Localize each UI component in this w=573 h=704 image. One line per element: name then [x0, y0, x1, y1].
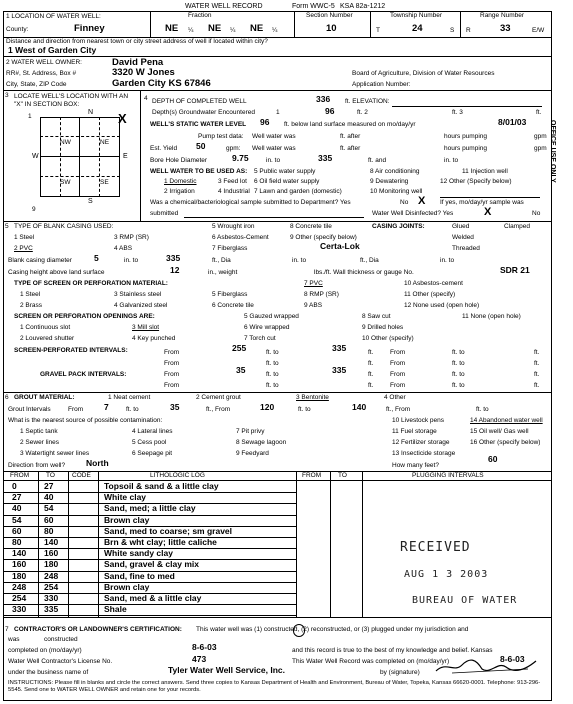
joint-threaded: Threaded [452, 245, 480, 252]
screen-ft-3: ft. [368, 360, 374, 367]
opening-6: 6 Wire wrapped [244, 324, 290, 331]
log-from: 80 [12, 537, 22, 547]
log-description: Sand, med to coarse; sm gravel [104, 525, 233, 536]
location-label: 1 LOCATION OF WATER WELL: [6, 13, 101, 20]
col-header-to: TO [46, 472, 55, 479]
compass-n: N [88, 109, 94, 116]
use-3: 3 Feed lot [218, 178, 247, 185]
screen-to-value: 335 [332, 343, 347, 353]
screen-from-label: From [164, 349, 180, 356]
pump-test-label: Pump test data: [198, 133, 244, 140]
business-value: Tyler Water Well Service, Inc. [168, 665, 286, 675]
gravel-ft-4: ft. [534, 382, 540, 389]
fraction-unit-1: ¼ [188, 27, 194, 34]
screen-12: 12 None used (open hole) [404, 302, 480, 309]
use-9: 9 Dewatering [370, 178, 409, 185]
other-casing: Certa-Lok [320, 241, 360, 251]
log-description: Brown clay [104, 514, 150, 525]
submitted-label: submitted [150, 210, 179, 217]
casing-4: 4 ABS [114, 245, 133, 252]
log-description: Brn & wht clay; little caliche [104, 537, 217, 547]
chem-no-label: No [400, 199, 409, 206]
casing-label: TYPE OF BLANK CASING USED: [14, 223, 114, 230]
screen-from-label-4: From [390, 360, 406, 367]
casing-1: 1 Steel [14, 234, 35, 241]
log-description: Sand, gravel & clay mix [104, 559, 199, 570]
gpm-1: gpm [534, 133, 547, 140]
log-to: 330 [44, 593, 59, 603]
quarter-nw: NW [60, 139, 71, 146]
owner-value: David Pena [112, 57, 164, 68]
was-label: was [8, 636, 20, 643]
blank-in-to-3: in. to [440, 257, 455, 264]
bore-value: 9.75 [232, 153, 249, 163]
screen-5: 5 Fiberglass [212, 291, 248, 298]
log-description: Topsoil & sand & a little clay [104, 481, 219, 491]
contam-9: 9 Feedyard [236, 450, 269, 457]
joint-glued: Glued [452, 223, 470, 230]
grout-ft-to-3: ft. to [476, 406, 489, 413]
contam-16: 16 Other (specify below) [470, 439, 541, 446]
height-value: 12 [170, 265, 180, 275]
screen-ft-to-3: ft. to [266, 360, 279, 367]
log-description: Sand, fine to med [104, 570, 175, 581]
joint-welded: Welded [452, 234, 474, 241]
gravel-from-label-2: From [390, 371, 406, 378]
county-value: Finney [74, 23, 105, 34]
log-description: Shale [104, 604, 127, 615]
opening-2: 2 Louvered shutter [20, 335, 75, 342]
use-12: 12 Other (Specify below) [440, 178, 512, 185]
log-from: 54 [12, 514, 22, 525]
yield-gpm: gpm: [226, 145, 241, 152]
fraction-unit-3: ¼ [272, 27, 278, 34]
record-completed-value: 8-6-03 [500, 654, 525, 664]
contam-8: 8 Sewage lagoon [236, 439, 287, 446]
screen-ft: ft. [368, 349, 374, 356]
col-header-plugging: PLUGGING INTERVALS [412, 472, 484, 479]
log-to: 335 [44, 604, 59, 615]
blank-dia-value: 5 [94, 253, 99, 263]
gravel-ft-3: ft. [368, 382, 374, 389]
height-weight: in., weight [208, 269, 238, 276]
chem-label: Was a chemical/bacteriological sample submitted to Department? Yes [150, 199, 351, 206]
casing-7: 7 Fiberglass [212, 245, 248, 252]
log-description: Brown clay [104, 581, 150, 592]
log-row-divider [3, 615, 296, 616]
col-header-from: FROM [10, 472, 30, 479]
screen-intervals-label: SCREEN-PERFORATED INTERVALS: [14, 347, 128, 354]
stamp-date: AUG 1 3 2003 [404, 569, 489, 580]
business-label: under the business name of [8, 669, 89, 676]
grout-label: GROUT MATERIAL: [14, 394, 75, 401]
screen-label: TYPE OF SCREEN OR PERFORATION MATERIAL: [14, 280, 168, 287]
record-true-text: and this record is true to the best of my knowledge and belief. Kansas [292, 647, 493, 654]
gravel-ft-to: ft. to [266, 371, 279, 378]
static-date: 8/01/03 [498, 117, 527, 127]
groundwater-ft-end: ft. [536, 109, 542, 116]
form-title: WATER WELL RECORD [185, 3, 263, 10]
stamp-bureau: BUREAU OF WATER [412, 595, 518, 606]
blank-in-to-2: in. to [292, 257, 307, 264]
col-header-code: CODE [72, 472, 91, 479]
direction-label: Direction from well? [8, 462, 66, 469]
log-from: 160 [12, 559, 27, 570]
chem-mark: X [418, 195, 426, 207]
well-water-was-1: Well water was [252, 133, 296, 140]
fraction-unit-2: ¼ [230, 27, 236, 34]
log-from: 140 [12, 548, 27, 559]
completed-value: 8-6-03 [192, 642, 217, 652]
log-to: 27 [44, 481, 54, 491]
completed-label: completed on (mo/day/yr) [8, 647, 82, 654]
bore-in-to-2: in. to [444, 157, 459, 164]
bore-label: Bore Hole Diameter [150, 157, 208, 164]
screen-ft-2: ft. [534, 349, 540, 356]
use-8: 8 Air conditioning [370, 168, 420, 175]
address-label: RR#, St. Address, Box # [6, 70, 77, 77]
blank-to-value: 335 [166, 253, 181, 263]
section-value: 10 [326, 23, 337, 34]
screen-ft-to-2: ft. to [452, 349, 465, 356]
use-6: 6 Oil field water supply [254, 178, 320, 185]
quarter-se: SE [100, 179, 109, 186]
contam-7: 7 Pit privy [236, 428, 265, 435]
constructed-label: constructed [44, 636, 78, 643]
t-prefix: T [376, 27, 380, 34]
col-header-plug-to: TO [338, 472, 347, 479]
form-id: Form WWC-5 [292, 3, 335, 10]
yield-value: 50 [196, 141, 206, 151]
screen-3: 3 Stainless steel [114, 291, 162, 298]
opening-1: 1 Continuous slot [20, 324, 71, 331]
county-label: County: [6, 26, 29, 33]
log-from: 60 [12, 525, 22, 536]
log-from: 180 [12, 570, 27, 581]
log-to: 180 [44, 559, 59, 570]
distance-value: 1 West of Garden City [8, 45, 97, 55]
contam-1: 1 Septic tank [20, 428, 58, 435]
ew-label: E/W [532, 27, 545, 34]
groundwater-value: 96 [325, 106, 335, 116]
gravel-ft: ft. [368, 371, 374, 378]
distance-label: Distance and direction from nearest town or city street address of well if located within city? [6, 38, 268, 45]
blank-ft-dia-1: ft., Dia [212, 257, 231, 264]
contam-11: 11 Fuel storage [392, 428, 437, 435]
application-label: Application Number: [352, 81, 411, 88]
section3-number: 3 [5, 92, 9, 99]
section7-number: 7 [5, 626, 9, 633]
static-text: ft. below land surface measured on mo/day/yr [284, 121, 416, 128]
grout-ft-to-1: ft. to [126, 406, 139, 413]
contam-4: 4 Lateral lines [132, 428, 173, 435]
owner-label: 2 WATER WELL OWNER: [6, 59, 82, 66]
openings-label: SCREEN OR PERFORATION OPENINGS ARE: [14, 313, 155, 320]
use-7: 7 Lawn and garden (domestic) [254, 188, 342, 195]
s-suffix: S [450, 27, 455, 34]
groundwater-ft2: ft. 2 [357, 109, 368, 116]
use-10: 10 Monitoring well [370, 188, 423, 195]
depth-value: 336 [316, 94, 331, 104]
grout-intervals-label: Grout Intervals [8, 406, 51, 413]
screen-from-label-3: From [164, 360, 180, 367]
contam-15: 15 Oil well/ Gas well [470, 428, 529, 435]
log-from: 254 [12, 593, 27, 603]
log-to: 54 [44, 503, 54, 514]
township-value: 24 [412, 23, 423, 34]
instructions-text: INSTRUCTIONS: Please fill in blanks and circle the correct answers. Send three copies to Kansas Department of Health and Environment, Bureau of Water, Topeka, Kansas 66620-0001. Telephone: 913-296-5545. Send one to WATER WELL OWNER and retain one for your records. [8, 680, 541, 694]
opening-7: 7 Torch cut [244, 335, 276, 342]
grout-to-1: 35 [170, 402, 180, 412]
bore-in-to: in. to [266, 157, 281, 164]
screen-1: 1 Steel [20, 291, 41, 298]
use-2: 2 Irrigation [164, 188, 195, 195]
contam-13: 13 Insecticide storage [392, 450, 456, 457]
signature-graphic [432, 655, 542, 677]
fraction-1: NE [165, 23, 179, 34]
range-label: Range Number [480, 12, 525, 19]
screen-from-value: 255 [232, 343, 247, 353]
screen-6: 6 Concrete tile [212, 302, 254, 309]
log-from: 27 [12, 492, 22, 503]
bore-to-value: 335 [318, 153, 333, 163]
opening-4: 4 Key punched [132, 335, 176, 342]
ksa-ref: KSA 82a-1212 [340, 3, 386, 10]
screen-9: 9 ABS [304, 302, 323, 309]
log-from: 330 [12, 604, 27, 615]
screen-11: 11 Other (specify) [404, 291, 456, 298]
casing-6: 6 Asbestos-Cement [212, 234, 269, 241]
cert-circle [293, 624, 305, 637]
height-label: Casing height above land surface [8, 269, 105, 276]
grout-ft-from: ft., From [206, 406, 231, 413]
grout-from-1: 7 [104, 402, 109, 412]
bore-ft-and: ft. and [368, 157, 387, 164]
groundwater-label: Depth(s) Groundwater Encountered [152, 109, 255, 116]
cert-label: CONTRACTOR'S OR LANDOWNER'S CERTIFICATION: [14, 626, 182, 633]
log-to: 60 [44, 514, 54, 525]
ft-after-1: ft. after [340, 133, 361, 140]
contam-label: What is the nearest source of possible contamination: [8, 417, 163, 424]
disinfected-label: Water Well Disinfected? Yes [372, 210, 454, 217]
log-description: White sandy clay [104, 548, 173, 559]
log-from: 0 [12, 481, 17, 491]
grout-from-label: From [68, 406, 84, 413]
gravel-ft-2: ft. [534, 371, 540, 378]
disinfected-no: No [532, 210, 541, 217]
gravel-ft-to-4: ft. to [452, 382, 465, 389]
col-header-plug-from: FROM [302, 472, 322, 479]
address-value: 3320 W Jones [112, 67, 175, 78]
groundwater-ft3: ft. 3 [452, 109, 463, 116]
grout-4: 4 Other [384, 394, 406, 401]
how-many-label: How many feet? [392, 462, 439, 469]
city-value: Garden City KS 67846 [112, 78, 211, 89]
casing-8: 8 Concrete tile [290, 223, 332, 230]
grout-ft-from-2: ft., From [386, 406, 411, 413]
grout-1: 1 Neat cement [108, 394, 151, 401]
screen-8: 8 RMP (SR) [304, 291, 339, 298]
use-label: WELL WATER TO BE USED AS: [150, 168, 248, 175]
well-water-was-2: Well water was [252, 145, 296, 152]
contam-3: 3 Watertight sewer lines [20, 450, 90, 457]
casing-9: 9 Other (specify below) [290, 234, 357, 241]
cert-text: This water well was (1) constructed, (2) reconstructed, or (3) plugged under my jurisdiction and [196, 626, 469, 633]
fraction-2: NE [208, 23, 222, 34]
section6-number: 6 [5, 394, 9, 401]
gravel-label: GRAVEL PACK INTERVALS: [40, 371, 127, 378]
disinfected-mark: X [484, 206, 492, 218]
location-mark: X [118, 111, 127, 126]
fraction-3: NE [250, 23, 264, 34]
gravel-ft-to-3: ft. to [266, 382, 279, 389]
log-to: 80 [44, 525, 54, 536]
direction-value: North [86, 458, 109, 468]
corner-1: 1 [28, 113, 32, 120]
log-to: 40 [44, 492, 54, 503]
chem-date-label: If yes, mo/day/yr sample was [440, 199, 524, 206]
log-from: 248 [12, 581, 27, 592]
section5-number: 5 [5, 223, 9, 230]
blank-ft-dia-2: ft., Dia [360, 257, 379, 264]
opening-5: 5 Gauzed wrapped [244, 313, 299, 320]
groundwater-1: 1 [276, 109, 280, 116]
contam-6: 6 Seepage pit [132, 450, 173, 457]
screen-from-label-2: From [390, 349, 406, 356]
static-label: WELL'S STATIC WATER LEVEL [150, 121, 247, 128]
r-prefix: R [466, 27, 471, 34]
joints-label: CASING JOINTS: [372, 223, 425, 230]
how-many-value: 60 [488, 454, 498, 464]
elevation-label: ft. ELEVATION: [345, 98, 390, 105]
gravel-from-label-3: From [164, 382, 180, 389]
gravel-to-value: 335 [332, 365, 347, 375]
contam-2: 2 Sewer lines [20, 439, 60, 446]
log-to: 248 [44, 570, 59, 581]
compass-s: S [88, 198, 93, 205]
opening-10: 10 Other (specify) [362, 335, 414, 342]
license-value: 473 [192, 654, 207, 664]
hours-pumping-1: hours pumping [444, 133, 487, 140]
compass-w: W [32, 153, 39, 160]
grout-ft-to-2: ft. to [298, 406, 311, 413]
record-completed-label: This Water Well Record was completed on (mo/day/yr) [292, 658, 450, 665]
screen-ft-to: ft. to [266, 349, 279, 356]
signature-label: by (signature) [380, 669, 420, 676]
gpm-2: gpm [534, 145, 547, 152]
board-label: Board of Agriculture, Division of Water Resources [352, 70, 495, 77]
blank-in-to: in. to [124, 257, 139, 264]
license-label: Water Well Contractor's License No. [8, 658, 113, 665]
static-value: 96 [260, 117, 270, 127]
gravel-from-value: 35 [236, 365, 246, 375]
quarter-ne: NE [100, 139, 110, 146]
gravel-from-label: From [164, 371, 180, 378]
screen-ft-to-4: ft. to [452, 360, 465, 367]
contam-12: 12 Fertilizer storage [392, 439, 450, 446]
fraction-label: Fraction [188, 12, 212, 19]
use-5: 5 Public water supply [254, 168, 316, 175]
blank-dia-label: Blank casing diameter [8, 257, 72, 264]
log-description: White clay [104, 492, 147, 503]
locate-label: LOCATE WELL'S LOCATION WITH AN "X" IN SECTION BOX: [14, 93, 129, 108]
stamp-received: RECEIVED [400, 540, 471, 555]
casing-2: 2 PVC [14, 245, 33, 252]
use-1: 1 Domestic [164, 178, 197, 185]
log-description: Sand, med; a little clay [104, 503, 196, 514]
screen-10: 10 Asbestos-cement [404, 280, 463, 287]
contam-5: 5 Cess pool [132, 439, 167, 446]
grout-2: 2 Cement grout [196, 394, 241, 401]
quarter-sw: SW [60, 179, 71, 186]
log-description: Sand, med & a little clay [104, 593, 202, 603]
corner-9: 9 [32, 206, 36, 213]
log-to: 140 [44, 537, 59, 547]
wall-thickness-label: lbs./ft. Wall thickness or gauge No. [314, 269, 414, 276]
ft-after-2: ft. after [340, 145, 361, 152]
city-label: City, State, ZIP Code [6, 81, 67, 88]
depth-label: DEPTH OF COMPLETED WELL [152, 98, 247, 105]
section4-number: 4 [144, 95, 148, 102]
grout-from-2: 120 [260, 402, 275, 412]
township-label: Township Number [390, 12, 443, 19]
contam-10: 10 Livestock pens [392, 417, 445, 424]
opening-9: 9 Drilled holes [362, 324, 404, 331]
contam-14: 14 Abandoned water well [470, 417, 543, 424]
opening-11: 11 None (open hole) [462, 313, 521, 320]
log-to: 254 [44, 581, 59, 592]
section-label: Section Number [306, 12, 353, 19]
hours-pumping-2: hours pumping [444, 145, 487, 152]
compass-e: E [123, 153, 128, 160]
use-11: 11 Injection well [462, 168, 508, 175]
grout-to-2: 140 [352, 402, 367, 412]
gauge-value: SDR 21 [500, 265, 530, 275]
grout-3: 3 Bentonite [296, 394, 329, 401]
joint-clamped: Clamped [504, 223, 531, 230]
screen-ft-4: ft. [534, 360, 540, 367]
col-header-lithologic: LITHOLOGIC LOG [150, 472, 205, 479]
casing-3: 3 RMP (SR) [114, 234, 149, 241]
log-from: 40 [12, 503, 22, 514]
screen-2: 2 Brass [20, 302, 43, 309]
opening-8: 8 Saw cut [362, 313, 391, 320]
opening-3: 3 Mill slot [132, 324, 160, 331]
use-4: 4 Industrial [218, 188, 250, 195]
screen-7: 7 PVC [304, 280, 323, 287]
screen-4: 4 Galvanized steel [114, 302, 168, 309]
office-use-label: OFFICE USE ONLY [549, 120, 556, 183]
range-value: 33 [500, 23, 511, 34]
log-to: 160 [44, 548, 59, 559]
yield-label: Est. Yield [150, 145, 178, 152]
gravel-ft-to-2: ft. to [452, 371, 465, 378]
gravel-from-label-4: From [390, 382, 406, 389]
casing-5: 5 Wrought iron [212, 223, 255, 230]
